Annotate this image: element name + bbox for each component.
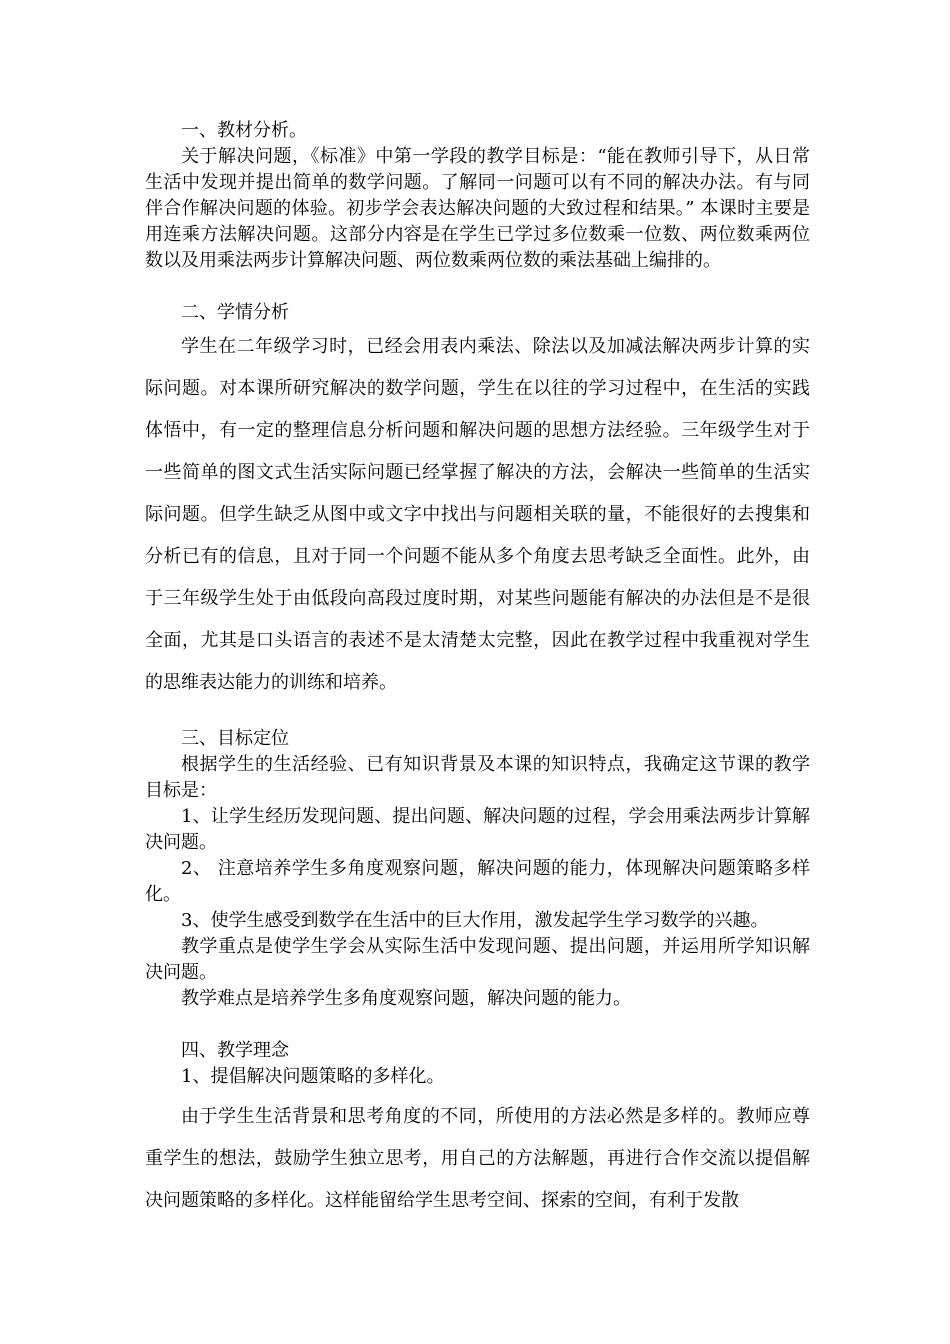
paragraph: 学生在二年级学习时，已经会用表内乘法、除法以及加减法解决两步计算的实际问题。对本课所研究解决的数学问题，学生在以往的学习过程中，在生活的实践体悟中，有一定的整理信息分析问题和解决问题的思想方法经验。三年级学生对于一些简单的图文式生活实际问题已经掌握了解决的方法，会解决一些简单的生活实际问题。但学生缺乏从图中或文字中找出与问题相关联的量，不能很好的去搜集和分析已有的信息，且对于同一个问题不能从多个角度去思考缺乏全面性。此外，由于三年级学生处于由低段向高段过度时期，对某些问题能有解决的办法但是不是很全面，尤其是口头语言的表述不是太清楚太完整，因此在教学过程中我重视对学生的思维表达能力的训练和培养。 xyxy=(145,336,810,693)
section-heading: 一、教材分析。 xyxy=(181,120,307,141)
paragraph: 教学重点是使学生学会从实际生活中发现问题、提出问题，并运用所学知识解决问题。 xyxy=(145,936,810,983)
section-goals xyxy=(145,726,810,1012)
paragraph: 由于学生生活背景和思考角度的不同，所使用的方法必然是多样的。教师应尊重学生的想法，鼓励学生独立思考，用自己的方法解题，再进行合作交流以提倡解决问题策略的多样化。这样能留给学生思考空间、探索的空间，有利于发散 xyxy=(145,1106,810,1211)
paragraph: 根据学生的生活经验、已有知识背景及本课的知识特点，我确定这节课的教学目标是： xyxy=(145,754,810,801)
section-heading: 四、教学理念 xyxy=(181,1040,289,1061)
section-teaching-philosophy xyxy=(145,1038,810,1222)
paragraph: 教学难点是培养学生多角度观察问题，解决问题的能力。 xyxy=(181,988,631,1009)
section-heading: 三、目标定位 xyxy=(181,728,289,749)
list-item: 1、提倡解决问题策略的多样化。 xyxy=(181,1066,445,1087)
section-student-analysis xyxy=(145,300,810,704)
goal-item: 3、使学生感受到数学在生活中的巨大作用，激发起学生学习数学的兴趣。 xyxy=(181,910,769,931)
goal-item: 1、让学生经历发现问题、提出问题、解决问题的过程，学会用乘法两步计算解决问题。 xyxy=(145,806,810,853)
goal-item: 2、 注意培养学生多角度观察问题，解决问题的能力，体现解决问题策略多样化。 xyxy=(145,858,810,905)
paragraph: 关于解决问题，《标准》中第一学段的教学目标是：“能在教师引导下，从日常生活中发现并提出简单的数学问题。了解同一问题可以有不同的解决办法。有与同伴合作解决问题的体验。初步学会表达解决问题的大致过程和结果。” 本课时主要是用连乘方法解决问题。这部分内容是在学生已学过多位数乘一位数、两位数乘两位数以及用乘法两步计算解决问题、两位数乘两位数的乘法基础上编排的。 xyxy=(145,146,810,271)
section-heading: 二、学情分析 xyxy=(181,302,289,323)
document-content xyxy=(145,118,810,1222)
section-textbook-analysis xyxy=(145,118,810,274)
